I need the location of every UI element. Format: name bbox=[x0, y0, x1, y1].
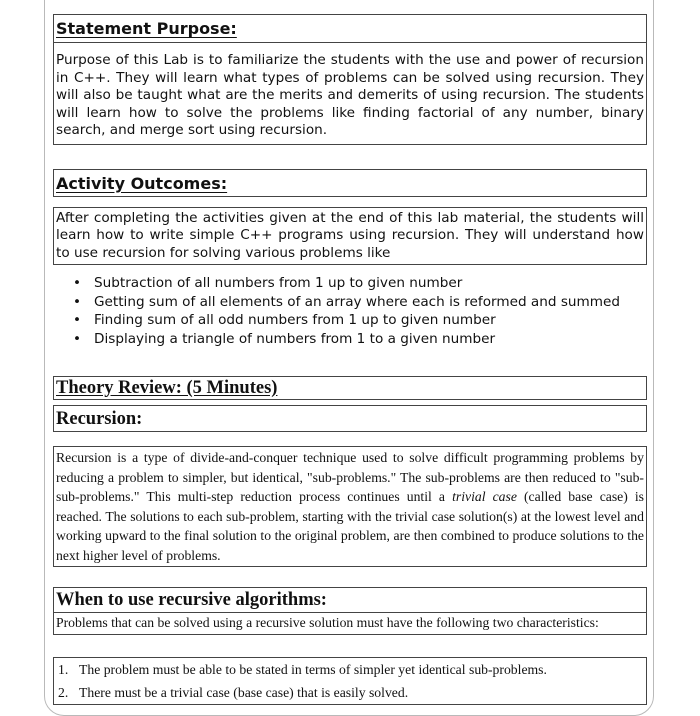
list-item: • Displaying a triangle of numbers from 1 to a given number bbox=[73, 330, 496, 347]
recursion-heading-box bbox=[53, 405, 647, 432]
activity-paragraph: After completing the activities given at the end of this lab material, the students will learn how to write simple C++ programs using recursion. They will understand how to use recursion for solving various problems like bbox=[53, 207, 647, 266]
statement-heading-box bbox=[53, 14, 647, 42]
when-heading: When to use recursive algorithms: bbox=[56, 590, 327, 610]
activity-bullet-list bbox=[53, 274, 647, 348]
list-item: • Finding sum of all odd numbers from 1 up to given number bbox=[73, 312, 496, 328]
trivial-case-term: trivial case bbox=[452, 489, 517, 504]
bullet-icon: • bbox=[73, 312, 82, 328]
bullet-icon: • bbox=[73, 330, 82, 347]
list-item: • Getting sum of all elements of an array where each is reformed and summed bbox=[73, 293, 620, 310]
activity-heading: Activity Outcomes: bbox=[56, 173, 228, 193]
activity-heading-box bbox=[53, 169, 647, 197]
list-item: 2. There must be a trivial case (base case) that is easily solved. bbox=[58, 685, 409, 700]
statement-paragraph: Purpose of this Lab is to familiarize the students with the use and power of recursion in C++. They will learn what types of problems can be solved using recursion. They will also be taught what are the merits and demerits of using recursion. The students will learn how to solve the problems like finding factorial of any number, binary search, and merge sort using recursion. bbox=[53, 42, 647, 145]
characteristics-list bbox=[53, 657, 647, 705]
bullet-icon: • bbox=[73, 275, 82, 291]
when-heading-box bbox=[53, 587, 647, 613]
theory-heading: Theory Review: (5 Minutes) bbox=[56, 378, 278, 398]
statement-heading: Statement Purpose: bbox=[56, 19, 237, 38]
theory-heading-box bbox=[53, 376, 647, 400]
list-item: • Subtraction of all numbers from 1 up to given number bbox=[73, 275, 463, 291]
when-intro: Problems that can be solved using a recursive solution must have the following two characteristics: bbox=[53, 613, 647, 635]
recursion-heading: Recursion: bbox=[56, 409, 143, 429]
recursion-paragraph: Recursion is a type of divide-and-conquer technique used to solve difficult programming problems by reducing a problem to simpler, but identical, "sub-problems." The sub-problems are then reduced to "sub-sub-problems." This multi-step reduction process continues until a trivial case (called base case) is reached. The solutions to each sub-problem, starting with the trivial case solution(s) at the lowest level and working upward to the final solution to the original problem, are then combined to produce solutions to the next higher level of problems. bbox=[53, 446, 647, 567]
list-item: 1. The problem must be able to be stated in terms of simpler yet identical sub-problems. bbox=[58, 662, 547, 677]
document-content bbox=[53, 0, 647, 705]
bullet-icon: • bbox=[73, 293, 82, 310]
